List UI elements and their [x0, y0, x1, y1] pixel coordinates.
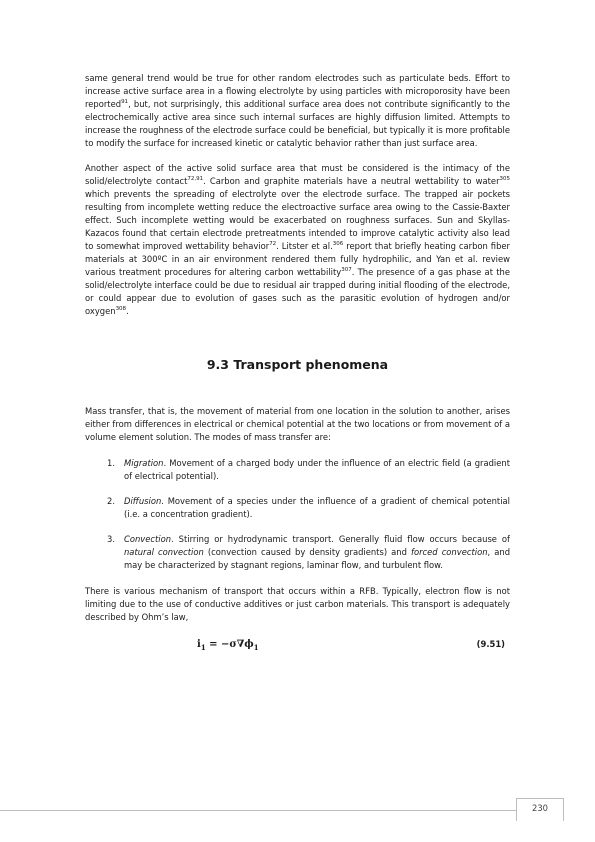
- list-item-number: 1.: [107, 458, 115, 468]
- section-heading: 9.3 Transport phenomena: [206, 357, 389, 372]
- citation-superscript: 72: [269, 241, 277, 248]
- emphasized-text: Convection: [124, 534, 172, 544]
- list-item-number: 2.: [107, 496, 115, 506]
- text-run: . Litster et al.: [276, 241, 333, 251]
- emphasized-text: Migration: [124, 458, 164, 468]
- page-number: 230: [532, 803, 548, 813]
- page-number-box: [516, 798, 564, 821]
- citation-superscript: 306: [332, 241, 344, 248]
- text-run: , but, not surprisingly, this additional surface area does not contribute significantly to the electrochemically active area since such internal surfaces are highly diffusion limited. Attempts to increase the roughness of the electrode surface could be beneficial, but typically it is more profitable to modify the surface for increased kinetic or catalytic behavior rather than just surface area.: [85, 99, 510, 148]
- equation-lhs: i: [197, 639, 201, 650]
- text-run: , and may be characterized by stagnant regions, laminar flow, and turbulent flow.: [124, 547, 511, 570]
- list-item-number: 3.: [107, 534, 115, 544]
- text-run: .: [126, 306, 129, 316]
- list-item-text: [124, 534, 510, 570]
- mass-transfer-modes-list: [85, 457, 510, 572]
- text-run: (convection caused by density gradients) and: [203, 547, 412, 557]
- citation-superscript: 72,91: [187, 176, 204, 183]
- emphasized-text: Diffusion: [124, 496, 162, 506]
- emphasized-text: forced convection: [411, 547, 488, 557]
- equation-rhs-subscript: 1: [253, 643, 259, 652]
- list-item-diffusion: [85, 495, 510, 521]
- text-run: Another aspect of the active solid surface area that must be considered is the intimacy of the solid/electrolyte contact: [85, 163, 510, 186]
- paragraph-particulate-beds: [85, 72, 510, 150]
- paragraph-mass-transfer-intro: Mass transfer, that is, the movement of material from one location in the solution to another, arises either from differences in electrical or chemical potential at the two locations or from movement of a volume element solution. The modes of mass transfer are:: [85, 406, 510, 442]
- paragraph-ohms-law: There is various mechanism of transport that occurs within a RFB. Typically, electron flow is not limiting due to the use of conductive additives or just carbon materials. This transport is adequately described by Ohm’s law,: [85, 586, 510, 622]
- equation-rhs: = −σ∇ϕ: [205, 639, 254, 650]
- text-run: . Movement of a species under the influence of a gradient of chemical potential (i.e. a concentration gradient).: [124, 496, 510, 519]
- text-run: . Movement of a charged body under the influence of an electric field (a gradient of electrical potential).: [124, 458, 510, 481]
- equation-number: (9.51): [476, 639, 505, 649]
- text-run: which prevents the spreading of electrolyte over the electrode surface. The trapped air pockets resulting from incomplete wetting reduce the electroactive surface area owing to the Cassie-Baxter effect. Such incomplete wetting would be exacerbated on roughness surfaces. Sun and Skyllas-Kazacos found that certain electrode pretreatments intended to improve catalytic activity also lead to somewhat improved wettability behavior: [85, 189, 510, 251]
- citation-superscript: 308: [115, 306, 127, 313]
- equation-ohms-law: [85, 638, 510, 654]
- citation-superscript: 307: [341, 267, 352, 274]
- list-item-convection: [85, 533, 510, 572]
- list-item-migration: [85, 457, 510, 483]
- list-item-text: [124, 496, 510, 519]
- list-item-text: [124, 458, 510, 481]
- page-content: [85, 72, 510, 654]
- emphasized-text: natural convection: [124, 547, 204, 557]
- citation-superscript: 91: [121, 99, 129, 106]
- text-run: report that briefly heating carbon fiber materials at 300ºC in an air environment rendered them fully hydrophilic, and Yan et al. review various treatment procedures for altering carbon wettability: [85, 241, 510, 277]
- equation-lhs-subscript: 1: [200, 643, 206, 652]
- paragraph-surface-wettability: [85, 162, 510, 318]
- text-run: . Stirring or hydrodynamic transport. Generally fluid flow occurs because of: [171, 534, 510, 544]
- equation-body: [197, 638, 259, 654]
- text-run: . Carbon and graphite materials have a neutral wettability to water: [203, 176, 500, 186]
- text-run: . The presence of a gas phase at the solid/electrolyte interface could be due to residual air trapped during initial flooding of the electrode, or could appear due to evolution of gases such as the parasitic evolution of hydrogen and/or oxygen: [85, 267, 511, 316]
- footer-rule: [0, 810, 516, 811]
- citation-superscript: 305: [499, 176, 511, 183]
- text-run: same general trend would be true for other random electrodes such as particulate beds. Effort to increase active surface area in a flowing electrolyte by using particles with microporosity have been reported: [85, 73, 510, 109]
